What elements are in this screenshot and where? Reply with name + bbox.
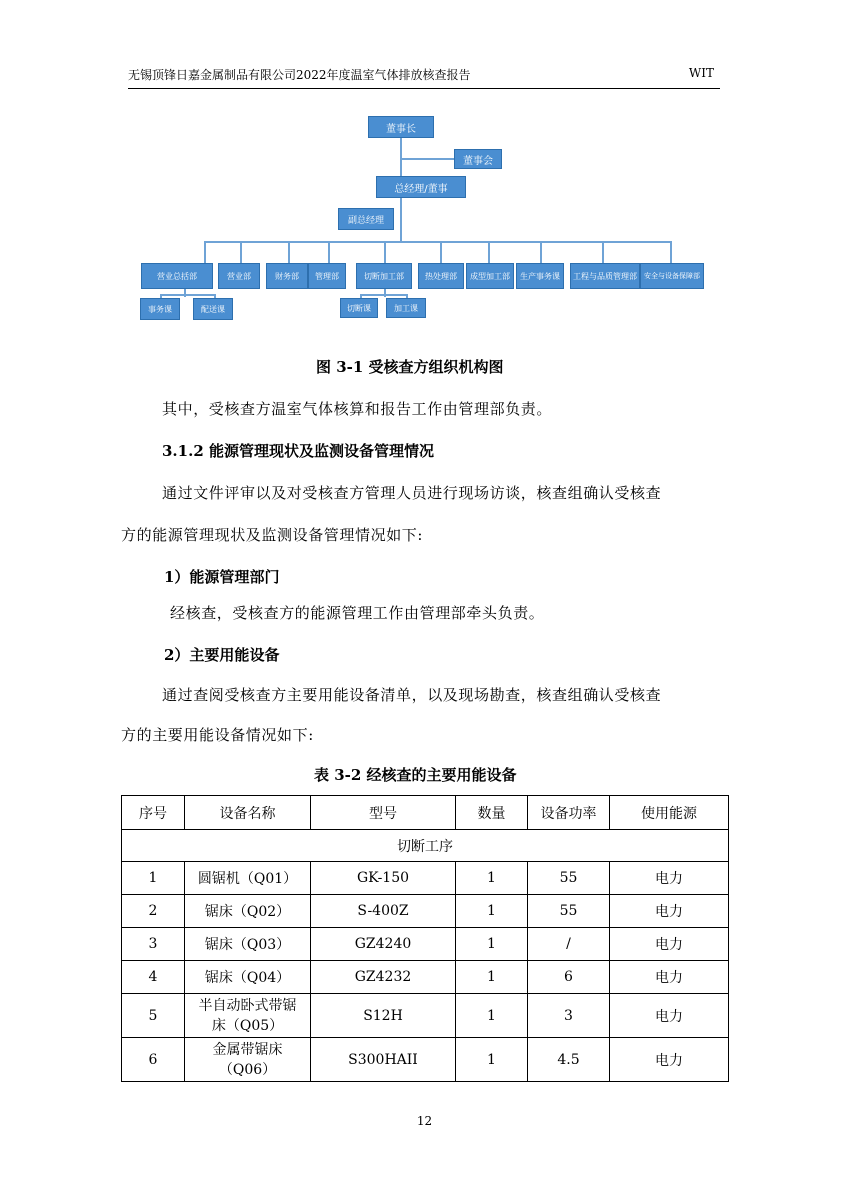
- cell-energy: 电力: [610, 994, 729, 1038]
- subheading-main-equipment: 2）主要用能设备: [164, 646, 280, 664]
- header-no: 序号: [122, 796, 185, 830]
- org-dept-5: 切断加工部: [356, 263, 412, 289]
- subheading-energy-dept: 1）能源管理部门: [164, 568, 280, 586]
- paragraph-4-line-2: 方的主要用能设备情况如下:: [121, 726, 314, 744]
- table-row: [122, 862, 729, 895]
- table-row: [122, 928, 729, 961]
- table-row: [122, 1038, 729, 1082]
- paragraph-4-line-1: 通过查阅受核查方主要用能设备清单，以及现场勘查，核查组确认受核查: [162, 686, 662, 704]
- cell-name: 锯床（Q03）: [185, 928, 311, 961]
- cell-power: 55: [528, 862, 610, 895]
- table-row: [122, 961, 729, 994]
- org-dept-4: 管理部: [308, 263, 346, 289]
- org-sub-sales-2: 配送课: [193, 298, 233, 320]
- cell-qty: 1: [456, 862, 528, 895]
- cell-model: S-400Z: [311, 895, 456, 928]
- table-header-row: [122, 796, 729, 830]
- org-dept-3: 财务部: [266, 263, 308, 289]
- header-title: 无锡顶锋日嘉金属制品有限公司2022年度温室气体排放核查报告: [128, 68, 471, 82]
- header-code: WIT: [688, 66, 714, 80]
- cell-no: 4: [122, 961, 185, 994]
- cell-name-line-1: 金属带锯床: [212, 1041, 283, 1058]
- org-dept-2: 营业部: [218, 263, 260, 289]
- cell-energy: 电力: [610, 1038, 729, 1082]
- cell-no: 3: [122, 928, 185, 961]
- section-heading-3-1-2: 3.1.2 能源管理现状及监测设备管理情况: [162, 442, 434, 460]
- cell-name: 锯床（Q04）: [185, 961, 311, 994]
- cell-no: 5: [122, 994, 185, 1038]
- cell-energy: 电力: [610, 895, 729, 928]
- cell-model: S12H: [311, 994, 456, 1038]
- org-sub-sales-1: 事务课: [140, 298, 180, 320]
- cell-name: 圆锯机（Q01）: [185, 862, 311, 895]
- cell-name-line-1: 半自动卧式带锯: [198, 997, 297, 1014]
- cell-no: 6: [122, 1038, 185, 1082]
- header-qty: 数量: [456, 796, 528, 830]
- paragraph-3: 经核查，受核查方的能源管理工作由管理部牵头负责。: [170, 604, 545, 622]
- org-dept-9: 工程与品质管理部: [570, 263, 640, 289]
- org-sub-cutting-2: 加工课: [386, 298, 426, 318]
- equipment-table: [121, 795, 729, 1082]
- org-dept-6: 热处理部: [418, 263, 464, 289]
- paragraph-2-line-2: 方的能源管理现状及监测设备管理情况如下:: [121, 526, 424, 544]
- cell-no: 2: [122, 895, 185, 928]
- section-cutting: 切断工序: [122, 830, 729, 862]
- cell-qty: 1: [456, 1038, 528, 1082]
- cell-energy: 电力: [610, 928, 729, 961]
- header-name: 设备名称: [185, 796, 311, 830]
- header-energy: 使用能源: [610, 796, 729, 830]
- cell-qty: 1: [456, 994, 528, 1038]
- paragraph-2-line-1: 通过文件评审以及对受核查方管理人员进行现场访谈，核查组确认受核查: [162, 484, 662, 502]
- cell-name-line-2: 床（Q05）: [211, 1017, 284, 1034]
- cell-power: 55: [528, 895, 610, 928]
- cell-power: /: [528, 928, 610, 961]
- cell-model: GK-150: [311, 862, 456, 895]
- org-chairman: 董事长: [368, 116, 434, 138]
- cell-qty: 1: [456, 961, 528, 994]
- cell-model: GZ4232: [311, 961, 456, 994]
- cell-power: 3: [528, 994, 610, 1038]
- table-row: [122, 895, 729, 928]
- org-dept-8: 生产事务课: [516, 263, 564, 289]
- table-section-row: [122, 830, 729, 862]
- header-model: 型号: [311, 796, 456, 830]
- page-number: 12: [416, 1114, 433, 1128]
- org-sub-cutting-1: 切断课: [340, 298, 378, 318]
- cell-energy: 电力: [610, 862, 729, 895]
- cell-energy: 电力: [610, 961, 729, 994]
- header-power: 设备功率: [528, 796, 610, 830]
- cell-name: 锯床（Q02）: [185, 895, 311, 928]
- cell-power: 6: [528, 961, 610, 994]
- table-row: [122, 994, 729, 1038]
- org-dept-7: 成型加工部: [466, 263, 514, 289]
- org-dept-1: 营业总括部: [141, 263, 213, 289]
- cell-power: 4.5: [528, 1038, 610, 1082]
- org-gm: 总经理/董事: [376, 176, 466, 198]
- figure-caption: 图 3-1 受核查方组织机构图: [316, 358, 504, 376]
- cell-model: S300HAII: [311, 1038, 456, 1082]
- cell-name: [185, 994, 311, 1038]
- cell-qty: 1: [456, 928, 528, 961]
- org-board: 董事会: [454, 149, 502, 169]
- org-dept-10: 安全与设备保障部: [640, 263, 704, 289]
- cell-name: [185, 1038, 311, 1082]
- cell-qty: 1: [456, 895, 528, 928]
- cell-name-line-2: （Q06）: [218, 1061, 277, 1078]
- cell-model: GZ4240: [311, 928, 456, 961]
- cell-no: 1: [122, 862, 185, 895]
- org-deputy-gm: 副总经理: [338, 208, 394, 230]
- paragraph-1: 其中，受核查方温室气体核算和报告工作由管理部负责。: [162, 400, 553, 418]
- table-caption: 表 3-2 经核查的主要用能设备: [314, 766, 517, 784]
- org-chart: [0, 0, 849, 340]
